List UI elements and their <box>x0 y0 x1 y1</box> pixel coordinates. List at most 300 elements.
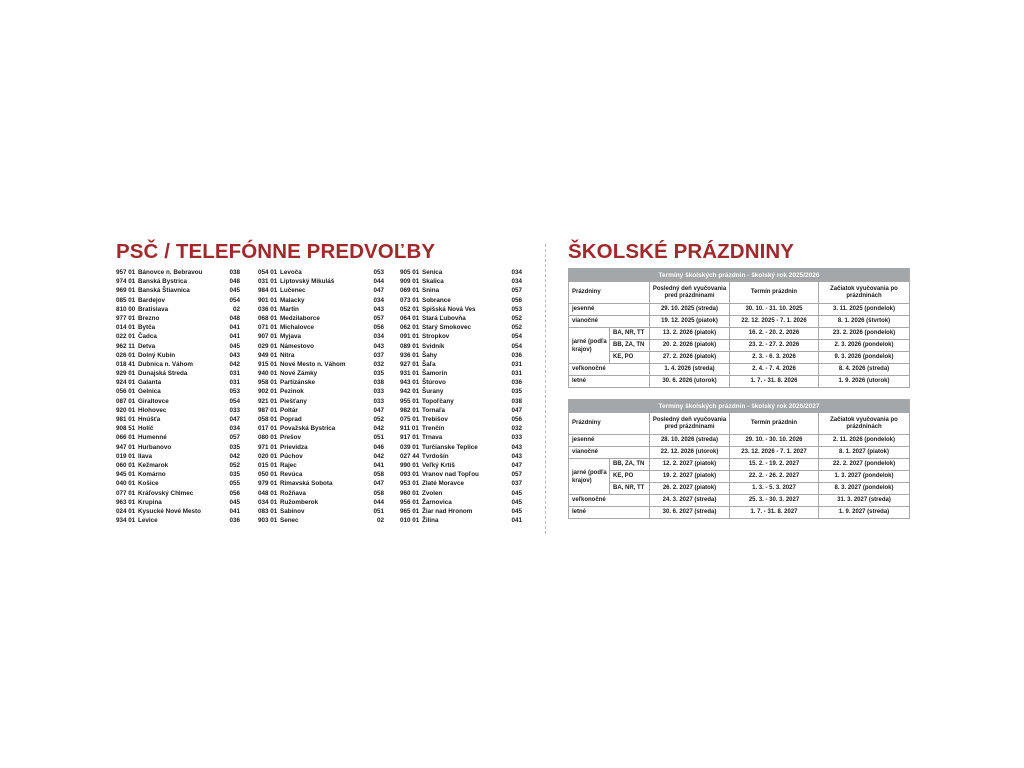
city-name: Svidník <box>422 342 445 350</box>
postal-code: 974 01 <box>116 278 136 286</box>
postal-code-row <box>258 378 384 387</box>
postal-code: 921 01 <box>258 397 278 405</box>
postal-code: 949 01 <box>258 351 278 359</box>
phone-prefix: 056 <box>511 296 522 304</box>
column-header: Prázdniny <box>569 413 650 435</box>
postal-code-row <box>400 470 522 479</box>
postal-code-row <box>258 507 384 516</box>
city-name: Bánovce n. Bebravou <box>138 269 203 276</box>
city-name: Lučenec <box>280 287 306 295</box>
postal-code-row <box>258 314 384 323</box>
phone-prefix: 031 <box>511 360 522 368</box>
city-name: Banská Bystrica <box>138 278 188 286</box>
postal-code-row <box>258 305 384 314</box>
phone-prefix: 034 <box>229 425 240 433</box>
school-restart: 3. 11. 2025 (pondelok) <box>819 304 910 316</box>
city-name: Trebišov <box>422 416 448 423</box>
postal-code: 936 01 <box>400 351 420 359</box>
postal-code-row <box>258 323 384 332</box>
phone-prefix: 037 <box>373 351 384 359</box>
postal-code: 958 01 <box>258 379 278 387</box>
postal-code-row <box>116 342 240 351</box>
city-name: Prievidza <box>280 443 308 451</box>
phone-prefix: 038 <box>511 397 522 405</box>
city-name: Šaľa <box>422 360 436 368</box>
postal-code: 984 01 <box>258 287 278 295</box>
city-name: Revúca <box>280 471 303 479</box>
last-school-day: 13. 2. 2026 (piatok) <box>650 328 730 340</box>
holiday-name: letné <box>569 376 650 388</box>
phone-prefix: 054 <box>511 342 522 350</box>
holiday-name: jesenné <box>569 304 650 316</box>
city-name: Dunajská Streda <box>138 370 188 378</box>
city-name: Malacky <box>280 296 305 304</box>
city-name: Dubnica n. Váhom <box>138 360 193 368</box>
table-caption: Termíny školských prázdnin - školský rok 2026/2027 <box>569 400 910 413</box>
postal-code-row <box>258 443 384 452</box>
phone-prefix: 032 <box>511 425 522 433</box>
postal-code-row <box>116 305 240 314</box>
phone-prefix: 038 <box>373 379 384 387</box>
phone-prefix: 041 <box>373 461 384 469</box>
postal-code-row <box>116 323 240 332</box>
postal-code-row <box>116 397 240 406</box>
postal-code: 089 01 <box>400 342 420 350</box>
postal-code-row <box>258 342 384 351</box>
column-header: Začiatok vyučovania po prázdninách <box>819 282 910 304</box>
phone-prefix: 047 <box>511 406 522 414</box>
holiday-name: veľkonočné <box>569 495 650 507</box>
postal-code-row <box>400 387 522 396</box>
phone-prefix: 057 <box>373 314 384 322</box>
phone-prefix: 047 <box>229 416 240 423</box>
postal-code-row <box>400 452 522 461</box>
postal-code-row <box>116 268 240 277</box>
holiday-term: 1. 7. - 31. 8. 2027 <box>730 507 819 519</box>
postal-code-row <box>258 360 384 369</box>
spring-holiday-row <box>569 483 910 495</box>
phone-prefix: 036 <box>511 351 522 359</box>
phone-prefix: 043 <box>511 452 522 460</box>
school-restart: 2. 11. 2026 (pondelok) <box>819 435 910 447</box>
postal-code-row <box>400 268 522 277</box>
postal-code: 810 00 <box>116 305 136 313</box>
spring-holiday-row <box>569 328 910 340</box>
postal-code: 050 01 <box>258 471 278 479</box>
postal-code: 083 01 <box>258 507 278 515</box>
phone-prefix: 045 <box>511 507 522 515</box>
school-restart: 8. 1. 2026 (štvrtok) <box>819 316 910 328</box>
phone-prefix: 045 <box>229 498 240 506</box>
postal-code-row <box>400 296 522 305</box>
postal-code: 068 01 <box>258 314 278 322</box>
school-restart: 1. 3. 2027 (pondelok) <box>819 471 910 483</box>
postal-code-row <box>258 268 384 277</box>
table-header-row <box>569 282 910 304</box>
postal-code-row <box>400 378 522 387</box>
region-group: BA, NR, TT <box>610 483 650 495</box>
psc-column-1 <box>116 268 240 525</box>
postal-code-row <box>400 305 522 314</box>
city-name: Štúrovo <box>422 379 446 387</box>
phone-prefix: 054 <box>229 397 240 405</box>
city-name: Dolný Kubín <box>138 351 176 359</box>
phone-prefix: 035 <box>229 471 240 479</box>
phone-prefix: 034 <box>373 296 384 304</box>
postal-code: 987 01 <box>258 406 278 414</box>
postal-code: 942 01 <box>400 388 420 396</box>
city-name: Šamorín <box>422 370 448 378</box>
postal-code-row <box>400 415 522 424</box>
column-header: Začiatok vyučovania po prázdninách <box>819 413 910 435</box>
city-name: Trenčín <box>422 425 445 433</box>
phone-prefix: 043 <box>373 342 384 350</box>
phone-prefix: 042 <box>229 360 240 368</box>
city-name: Košice <box>138 480 159 488</box>
city-name: Šahy <box>422 351 438 359</box>
spring-holiday-row <box>569 471 910 483</box>
phone-prefix: 034 <box>511 269 522 276</box>
phone-prefix: 053 <box>511 305 522 313</box>
last-school-day: 20. 2. 2026 (piatok) <box>650 340 730 352</box>
region-group: KE, PO <box>610 471 650 483</box>
postal-code: 902 01 <box>258 388 278 396</box>
postal-code: 990 01 <box>400 461 420 469</box>
postal-code-row <box>258 516 384 525</box>
city-name: Hnúšťa <box>138 416 161 423</box>
city-name: Zlaté Moravce <box>422 480 464 488</box>
holiday-term: 16. 2. - 20. 2. 2026 <box>730 328 819 340</box>
phone-prefix: 031 <box>229 379 240 387</box>
city-name: Bytča <box>138 324 156 332</box>
school-holidays-title: ŠKOLSKÉ PRÁZDNINY <box>568 240 795 263</box>
city-name: Brezno <box>138 314 160 322</box>
city-name: Turčianske Teplice <box>422 443 478 451</box>
last-school-day: 22. 12. 2026 (utorok) <box>650 447 730 459</box>
postal-code: 058 01 <box>258 416 278 423</box>
phone-prefix: 056 <box>229 489 240 497</box>
city-name: Rajec <box>280 461 297 469</box>
postal-code-row <box>258 479 384 488</box>
postal-code: 085 01 <box>116 296 136 304</box>
holiday-term: 22. 12. 2025 - 7. 1. 2026 <box>730 316 819 328</box>
postal-code-row <box>258 369 384 378</box>
postal-code-row <box>258 424 384 433</box>
postal-code-row <box>116 332 240 341</box>
school-restart: 8. 1. 2027 (piatok) <box>819 447 910 459</box>
holiday-term: 1. 7. - 31. 8. 2026 <box>730 376 819 388</box>
phone-prefix: 035 <box>373 370 384 378</box>
city-name: Holíč <box>138 425 154 433</box>
city-name: Rimavská Sobota <box>280 480 333 488</box>
phone-prefix: 043 <box>373 305 384 313</box>
postal-code-row <box>400 369 522 378</box>
postal-code-row <box>400 351 522 360</box>
postal-code-row <box>116 433 240 442</box>
postal-code: 034 01 <box>258 498 278 506</box>
postal-code-row <box>400 461 522 470</box>
holiday-term: 23. 2. - 27. 2. 2026 <box>730 340 819 352</box>
postal-code-row <box>116 470 240 479</box>
postal-code-row <box>116 277 240 286</box>
postal-code: 039 01 <box>400 443 420 451</box>
phone-prefix: 058 <box>373 471 384 479</box>
postal-code: 903 01 <box>258 517 278 525</box>
holiday-term: 29. 10. - 30. 10. 2026 <box>730 435 819 447</box>
phone-prefix: 045 <box>511 498 522 506</box>
postal-code-row <box>116 507 240 516</box>
postal-code: 031 01 <box>258 278 278 286</box>
city-name: Medzilaborce <box>280 314 320 322</box>
phone-prefix: 045 <box>229 342 240 350</box>
holiday-row <box>569 376 910 388</box>
holiday-table-2026-2027 <box>568 399 910 519</box>
holiday-term: 25. 3. - 30. 3. 2027 <box>730 495 819 507</box>
phone-prefix: 042 <box>373 425 384 433</box>
postal-code: 017 01 <box>258 425 278 433</box>
city-name: Považská Bystrica <box>280 425 336 433</box>
city-name: Nitra <box>280 351 295 359</box>
phone-prefix: 041 <box>229 507 240 515</box>
last-school-day: 19. 2. 2027 (piatok) <box>650 471 730 483</box>
city-name: Trnava <box>422 434 443 442</box>
postal-code: 929 01 <box>116 370 136 378</box>
table-header-row <box>569 413 910 435</box>
city-name: Piešťany <box>280 397 307 405</box>
region-group: BB, ZA, TN <box>610 340 650 352</box>
postal-code: 048 01 <box>258 489 278 497</box>
postal-code-row <box>116 479 240 488</box>
postal-code: 971 01 <box>258 443 278 451</box>
last-school-day: 28. 10. 2026 (streda) <box>650 435 730 447</box>
last-school-day: 12. 2. 2027 (piatok) <box>650 459 730 471</box>
region-group: KE, PO <box>610 352 650 364</box>
postal-code-row <box>400 489 522 498</box>
phone-prefix: 032 <box>373 360 384 368</box>
region-group: BB, ZA, TN <box>610 459 650 471</box>
postal-code: 062 01 <box>400 324 420 332</box>
postal-code-row <box>258 296 384 305</box>
holiday-row <box>569 495 910 507</box>
last-school-day: 24. 3. 2027 (streda) <box>650 495 730 507</box>
postal-code: 064 01 <box>400 314 420 322</box>
city-name: Prešov <box>280 434 302 442</box>
postal-code: 920 01 <box>116 406 136 414</box>
postal-code-row <box>116 516 240 525</box>
city-name: Stropkov <box>422 333 450 341</box>
postal-code: 071 01 <box>258 324 278 332</box>
holiday-name: vianočné <box>569 447 650 459</box>
postal-code-row <box>400 424 522 433</box>
postal-code-row <box>116 424 240 433</box>
school-restart: 1. 9. 2026 (utorok) <box>819 376 910 388</box>
city-name: Bratislava <box>138 305 169 313</box>
postal-code: 019 01 <box>116 452 136 460</box>
city-name: Ilava <box>138 452 153 460</box>
city-name: Partizánske <box>280 379 316 387</box>
city-name: Giraltovce <box>138 397 169 405</box>
postal-code: 908 51 <box>116 425 136 433</box>
city-name: Detva <box>138 342 156 350</box>
phone-prefix: 033 <box>229 406 240 414</box>
postal-code-row <box>258 415 384 424</box>
postal-code-row <box>116 314 240 323</box>
postal-code-row <box>116 296 240 305</box>
city-name: Starý Smokovec <box>422 324 472 332</box>
postal-code-row <box>400 443 522 452</box>
postal-code: 036 01 <box>258 305 278 313</box>
postal-code-row <box>258 433 384 442</box>
holiday-term: 2. 4. - 7. 4. 2026 <box>730 364 819 376</box>
phone-prefix: 033 <box>373 388 384 396</box>
city-name: Veľký Krtíš <box>422 461 455 469</box>
city-name: Senica <box>422 269 443 276</box>
city-name: Michalovce <box>280 324 314 332</box>
phone-prefix: 047 <box>373 406 384 414</box>
phone-prefix: 033 <box>373 397 384 405</box>
postal-code-row <box>258 452 384 461</box>
postal-code-row <box>258 397 384 406</box>
phone-prefix: 034 <box>373 333 384 341</box>
postal-code-row <box>116 378 240 387</box>
school-restart: 8. 4. 2026 (streda) <box>819 364 910 376</box>
phone-prefix: 042 <box>373 452 384 460</box>
postal-code: 943 01 <box>400 379 420 387</box>
city-name: Snina <box>422 287 440 295</box>
postal-code-row <box>258 286 384 295</box>
column-header: Prázdniny <box>569 282 650 304</box>
city-name: Liptovský Mikuláš <box>280 278 335 286</box>
phone-prefix: 057 <box>229 434 240 442</box>
school-restart: 2. 3. 2026 (pondelok) <box>819 340 910 352</box>
postal-code: 963 01 <box>116 498 136 506</box>
postal-code: 953 01 <box>400 480 420 488</box>
postal-code: 977 01 <box>116 314 136 322</box>
phone-prefix: 048 <box>229 314 240 322</box>
postal-code-row <box>116 360 240 369</box>
last-school-day: 30. 6. 2027 (streda) <box>650 507 730 519</box>
city-name: Žarnovica <box>422 498 452 506</box>
holiday-name: letné <box>569 507 650 519</box>
holiday-name: jarné (podľa krajov) <box>569 459 610 495</box>
phone-prefix: 041 <box>511 517 522 525</box>
spring-holiday-row <box>569 459 910 471</box>
city-name: Komárno <box>138 471 166 479</box>
holiday-row <box>569 316 910 328</box>
postal-code-row <box>400 323 522 332</box>
postal-code: 014 01 <box>116 324 136 332</box>
holiday-name: jesenné <box>569 435 650 447</box>
phone-prefix: 034 <box>511 278 522 286</box>
postal-code-row <box>116 415 240 424</box>
school-restart: 9. 3. 2026 (pondelok) <box>819 352 910 364</box>
postal-code-row <box>400 286 522 295</box>
postal-code: 073 01 <box>400 296 420 304</box>
postal-code-row <box>400 314 522 323</box>
column-header: Termín prázdnin <box>730 282 819 304</box>
phone-prefix: 031 <box>229 370 240 378</box>
postal-code-row <box>258 332 384 341</box>
postal-code-row <box>258 461 384 470</box>
city-name: Galanta <box>138 379 162 387</box>
postal-code: 026 01 <box>116 351 136 359</box>
postal-code: 960 01 <box>400 489 420 497</box>
phone-prefix: 054 <box>511 333 522 341</box>
city-name: Levice <box>138 517 158 525</box>
column-header: Posledný deň vyučovania pred prázdninami <box>650 282 730 304</box>
postal-code-row <box>400 433 522 442</box>
postal-code: 069 01 <box>400 287 420 295</box>
phone-prefix: 047 <box>511 461 522 469</box>
postal-code-row <box>400 479 522 488</box>
postal-code: 965 01 <box>400 507 420 515</box>
psc-title: PSČ / TELEFÓNNE PREDVOĽBY <box>116 240 436 263</box>
postal-code: 052 01 <box>400 305 420 313</box>
holiday-name: jarné (podľa krajov) <box>569 328 610 364</box>
table-caption: Termíny školských prázdnin - školský rok 2025/2026 <box>569 269 910 282</box>
phone-prefix: 045 <box>511 489 522 497</box>
postal-code: 934 01 <box>116 517 136 525</box>
city-name: Krupina <box>138 498 162 506</box>
postal-code-row <box>400 342 522 351</box>
city-name: Kysucké Nové Mesto <box>138 507 201 515</box>
city-name: Tornaľa <box>422 406 445 414</box>
postal-code-row <box>400 516 522 525</box>
postal-code: 931 01 <box>400 370 420 378</box>
city-name: Martin <box>280 305 299 313</box>
city-name: Hurbanovo <box>138 443 172 451</box>
section-divider <box>545 244 546 534</box>
table-caption-row <box>569 269 910 282</box>
holiday-name: vianočné <box>569 316 650 328</box>
postal-code: 947 01 <box>116 443 136 451</box>
holiday-row <box>569 447 910 459</box>
postal-code-row <box>400 507 522 516</box>
holiday-term: 22. 2. - 26. 2. 2027 <box>730 471 819 483</box>
city-name: Spišská Nová Ves <box>422 305 476 313</box>
phone-prefix: 052 <box>511 314 522 322</box>
phone-prefix: 053 <box>373 269 384 276</box>
postal-code: 981 01 <box>116 416 136 423</box>
postal-code: 915 01 <box>258 360 278 368</box>
city-name: Zvolen <box>422 489 443 497</box>
phone-prefix: 035 <box>229 443 240 451</box>
postal-code: 054 01 <box>258 269 278 276</box>
psc-column-3 <box>400 268 522 525</box>
last-school-day: 29. 10. 2025 (streda) <box>650 304 730 316</box>
city-name: Nové Zámky <box>280 370 318 378</box>
postal-code-row <box>258 406 384 415</box>
postal-code: 075 01 <box>400 416 420 423</box>
city-name: Čadca <box>138 333 157 341</box>
postal-code-row <box>400 332 522 341</box>
phone-prefix: 042 <box>229 452 240 460</box>
postal-code-row <box>116 489 240 498</box>
school-restart: 8. 3. 2027 (pondelok) <box>819 483 910 495</box>
postal-code: 909 01 <box>400 278 420 286</box>
phone-prefix: 055 <box>229 480 240 488</box>
phone-prefix: 057 <box>511 471 522 479</box>
city-name: Myjava <box>280 333 302 341</box>
last-school-day: 1. 4. 2026 (streda) <box>650 364 730 376</box>
city-name: Bardejov <box>138 296 165 304</box>
spring-holiday-row <box>569 352 910 364</box>
phone-prefix: 041 <box>229 333 240 341</box>
postal-code-row <box>116 443 240 452</box>
phone-prefix: 044 <box>373 498 384 506</box>
phone-prefix: 058 <box>373 489 384 497</box>
last-school-day: 27. 2. 2026 (piatok) <box>650 352 730 364</box>
